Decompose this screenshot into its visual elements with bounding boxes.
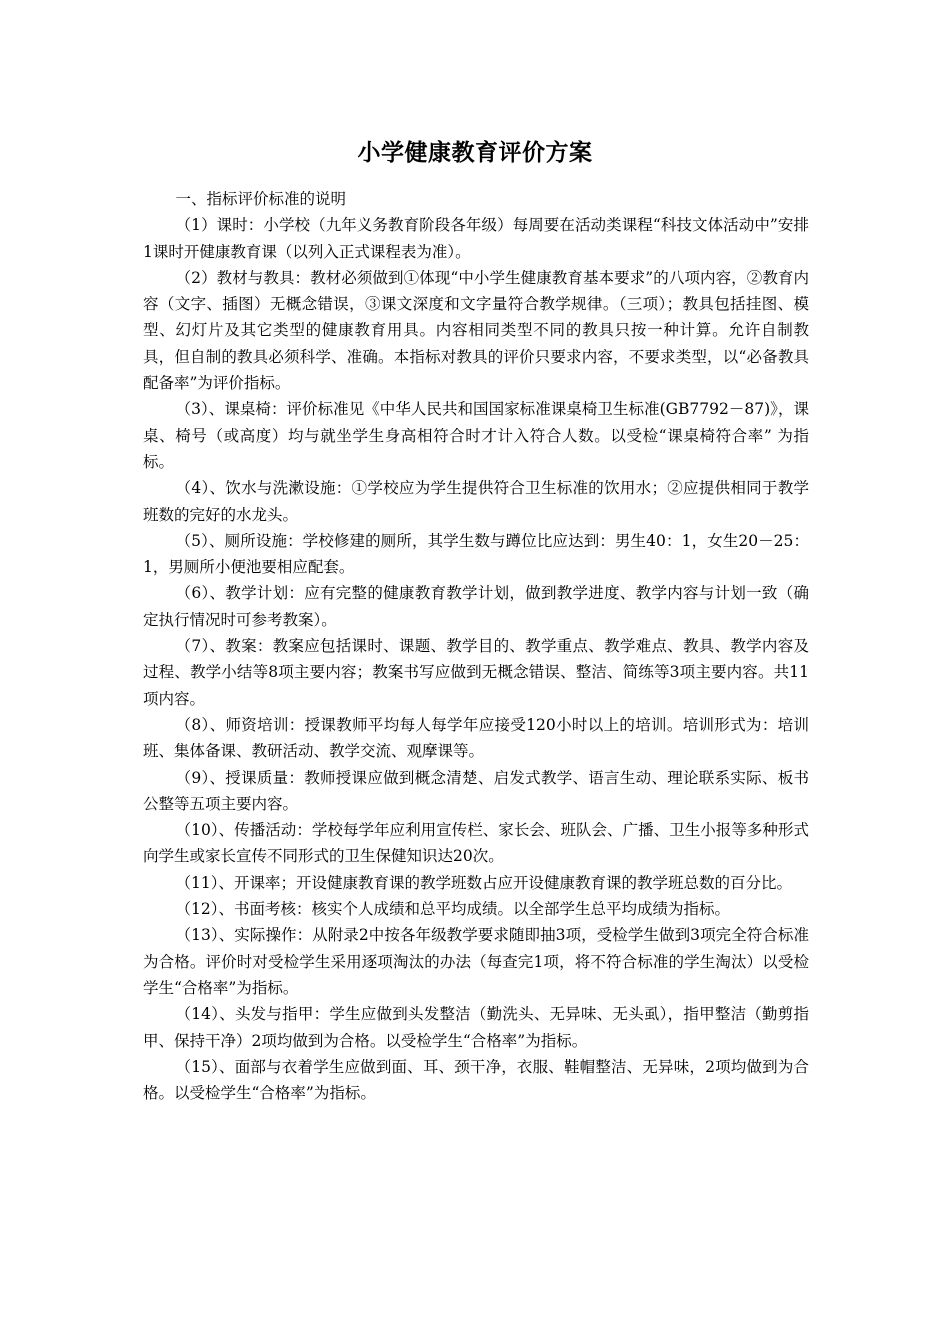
paragraph-5: （5）、厕所设施：学校修建的厕所，其学生数与蹲位比应达到：男生40：1，女生20－25：1，男厕所小便池要相应配套。 xyxy=(143,531,809,577)
paragraph-10: （10）、传播活动：学校每学年应利用宣传栏、家长会、班队会、广播、卫生小报等多种形式向学生或家长宣传不同形式的卫生保健知识达20次。 xyxy=(143,821,809,866)
document-body xyxy=(143,186,809,1106)
paragraph-8: （8）、师资培训：授课教师平均每人每学年应接受120小时以上的培训。培训形式为：培训班、集体备课、教研活动、教学交流、观摩课等。 xyxy=(143,715,809,761)
paragraph-3: （3）、课桌椅：评价标准见《中华人民共和国国家标准课桌椅卫生标准(GB7792－87)》，课桌、椅号（或高度）均与就坐学生身高相符合时才计入符合人数。以受检“课桌椅符合率” 为指标。 xyxy=(143,400,809,471)
paragraph-2: （2）教材与教具：教材必须做到①体现“中小学生健康教育基本要求”的八项内容，②教育内容（文字、插图）无概念错误，③课文深度和文字量符合教学规律。（三项）；教具包括挂图、模型、幻灯片及其它类型的健康教育用具。内容相同类型不同的教具只按一种计算。允许自制教具，但自制的教具必须科学、准确。本指标对教具的评价只要求内容，不要求类型，以“必备教具配备率”为评价指标。 xyxy=(143,268,809,393)
document-title: 小学健康教育评价方案 xyxy=(357,139,593,166)
paragraph-1: （1）课时：小学校（九年义务教育阶段各年级）每周要在活动类课程“科技文体活动中”安排1课时开健康教育课（以列入正式课程表为准）。 xyxy=(143,216,809,261)
paragraph-4: （4）、饮水与洗漱设施：①学校应为学生提供符合卫生标准的饮用水；②应提供相同于教学班数的完好的水龙头。 xyxy=(143,479,809,524)
paragraph-7: （7）、教案：教案应包括课时、课题、教学目的、教学重点、教学难点、教具、教学内容及过程、教学小结等8项主要内容；教案书写应做到无概念错误、整洁、简练等3项主要内容。共11项内容。 xyxy=(143,637,809,708)
paragraph-14: （14）、头发与指甲：学生应做到头发整洁（勤洗头、无异味、无头虱），指甲整洁（勤剪指甲、保持干净）2项均做到为合格。以受检学生“合格率”为指标。 xyxy=(143,1005,809,1050)
paragraph-13: （13）、实际操作：从附录2中按各年级教学要求随即抽3项，受检学生做到3项完全符合标准为合格。评价时对受检学生采用逐项淘汰的办法（每查完1项，将不符合标准的学生淘汰）以受检学生“合格率”为指标。 xyxy=(143,926,809,997)
paragraph-6: （6）、教学计划：应有完整的健康教育教学计划，做到教学进度、教学内容与计划一致（确定执行情况时可参考教案）。 xyxy=(143,584,809,629)
paragraph-15: （15）、面部与衣着学生应做到面、耳、颈干净，衣服、鞋帽整洁、无异味，2项均做到为合格。以受检学生“合格率”为指标。 xyxy=(143,1057,809,1103)
paragraph-11: （11）、开课率；开设健康教育课的教学班数占应开设健康教育课的教学班总数的百分比。 xyxy=(175,873,793,892)
paragraph-9: （9）、授课质量：教师授课应做到概念清楚、启发式教学、语言生动、理论联系实际、板书公整等五项主要内容。 xyxy=(143,768,809,813)
section-heading: 一、指标评价标准的说明 xyxy=(175,190,347,208)
paragraph-12: （12）、书面考核：核实个人成绩和总平均成绩。以全部学生总平均成绩为指标。 xyxy=(175,900,731,919)
